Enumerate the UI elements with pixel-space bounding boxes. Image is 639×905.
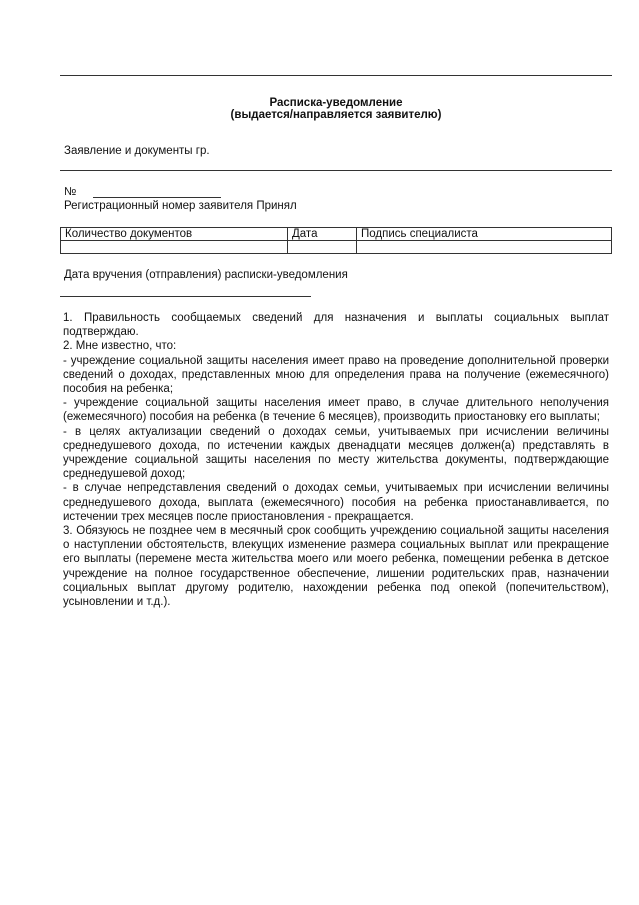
statement-2-item-4: - в случае непредставления сведений о доходах семьи, учитываемых при исчислении величины среднедушевого дохода, выплата (ежемесячного) пособия на ребенка приостанавливается, по истечении трех месяцев после приостановления - прекращается.: [63, 482, 609, 523]
title-line-1: Расписка-уведомление: [269, 97, 403, 109]
header-signature: Подпись специалиста: [357, 228, 612, 241]
statement-1: 1. Правильность сообщаемых сведений для назначения и выплаты социальных выплат подтверждаю.: [63, 312, 609, 339]
registration-line: Регистрационный номер заявителя Принял: [64, 200, 297, 212]
delivery-date-label: Дата вручения (отправления) расписки-уведомления: [64, 269, 348, 281]
application-line: Заявление и документы гр.: [64, 145, 210, 157]
cell-signature[interactable]: [357, 241, 612, 254]
table-header-row: [61, 228, 612, 241]
table-row: [61, 241, 612, 254]
top-divider: [60, 75, 612, 76]
statement-2-item-2: - учреждение социальной защиты населения имеет право, в случае длительного неполучения (ежемесячного) пособия на ребенка (в течение 6 месяцев), производить приостановку его выплаты;: [63, 397, 609, 424]
number-field-line[interactable]: [93, 197, 221, 198]
statement-2: 2. Мне известно, что:: [63, 340, 177, 353]
cell-date[interactable]: [288, 241, 357, 254]
applicant-name-line[interactable]: [60, 170, 612, 171]
statement-2-item-1: - учреждение социальной защиты населения имеет право на проведение дополнительной проверки сведений о доходах, представленных мною для определения права на получение (ежемесячного) пособия на ребенка;: [63, 354, 609, 396]
document-title: [60, 97, 612, 121]
delivery-date-line[interactable]: [60, 296, 311, 297]
header-count: Количество документов: [61, 228, 288, 241]
cell-count[interactable]: [61, 241, 288, 254]
number-label: №: [64, 186, 77, 198]
documents-table: [60, 227, 612, 254]
header-date: Дата: [288, 228, 357, 241]
title-line-2: (выдается/направляется заявителю): [230, 109, 442, 121]
statement-3: 3. Обязуюсь не позднее чем в месячный срок сообщить учреждению социальной защиты населения о наступлении обстоятельств, влекущих изменение размера социальных выплат или прекращение его выплаты (перемене места жительства моего или моего ребенка, помещении ребенка в детское учреждение на полное государственное обеспечение, лишении родительских прав, назначении социальных выплат другому родителю, нахождении ребенка под опекой (попечительством), усыновлении и т.д.).: [63, 525, 609, 609]
statements-block: [63, 311, 609, 609]
statement-2-item-3: - в целях актуализации сведений о доходах семьи, учитываемых при исчислении величины среднедушевого дохода, по истечении каждых двенадцати месяцев должен(а) представлять в учреждение социальной защиты населения по месту жительства документы, подтверждающие среднедушевой доход;: [63, 425, 609, 481]
